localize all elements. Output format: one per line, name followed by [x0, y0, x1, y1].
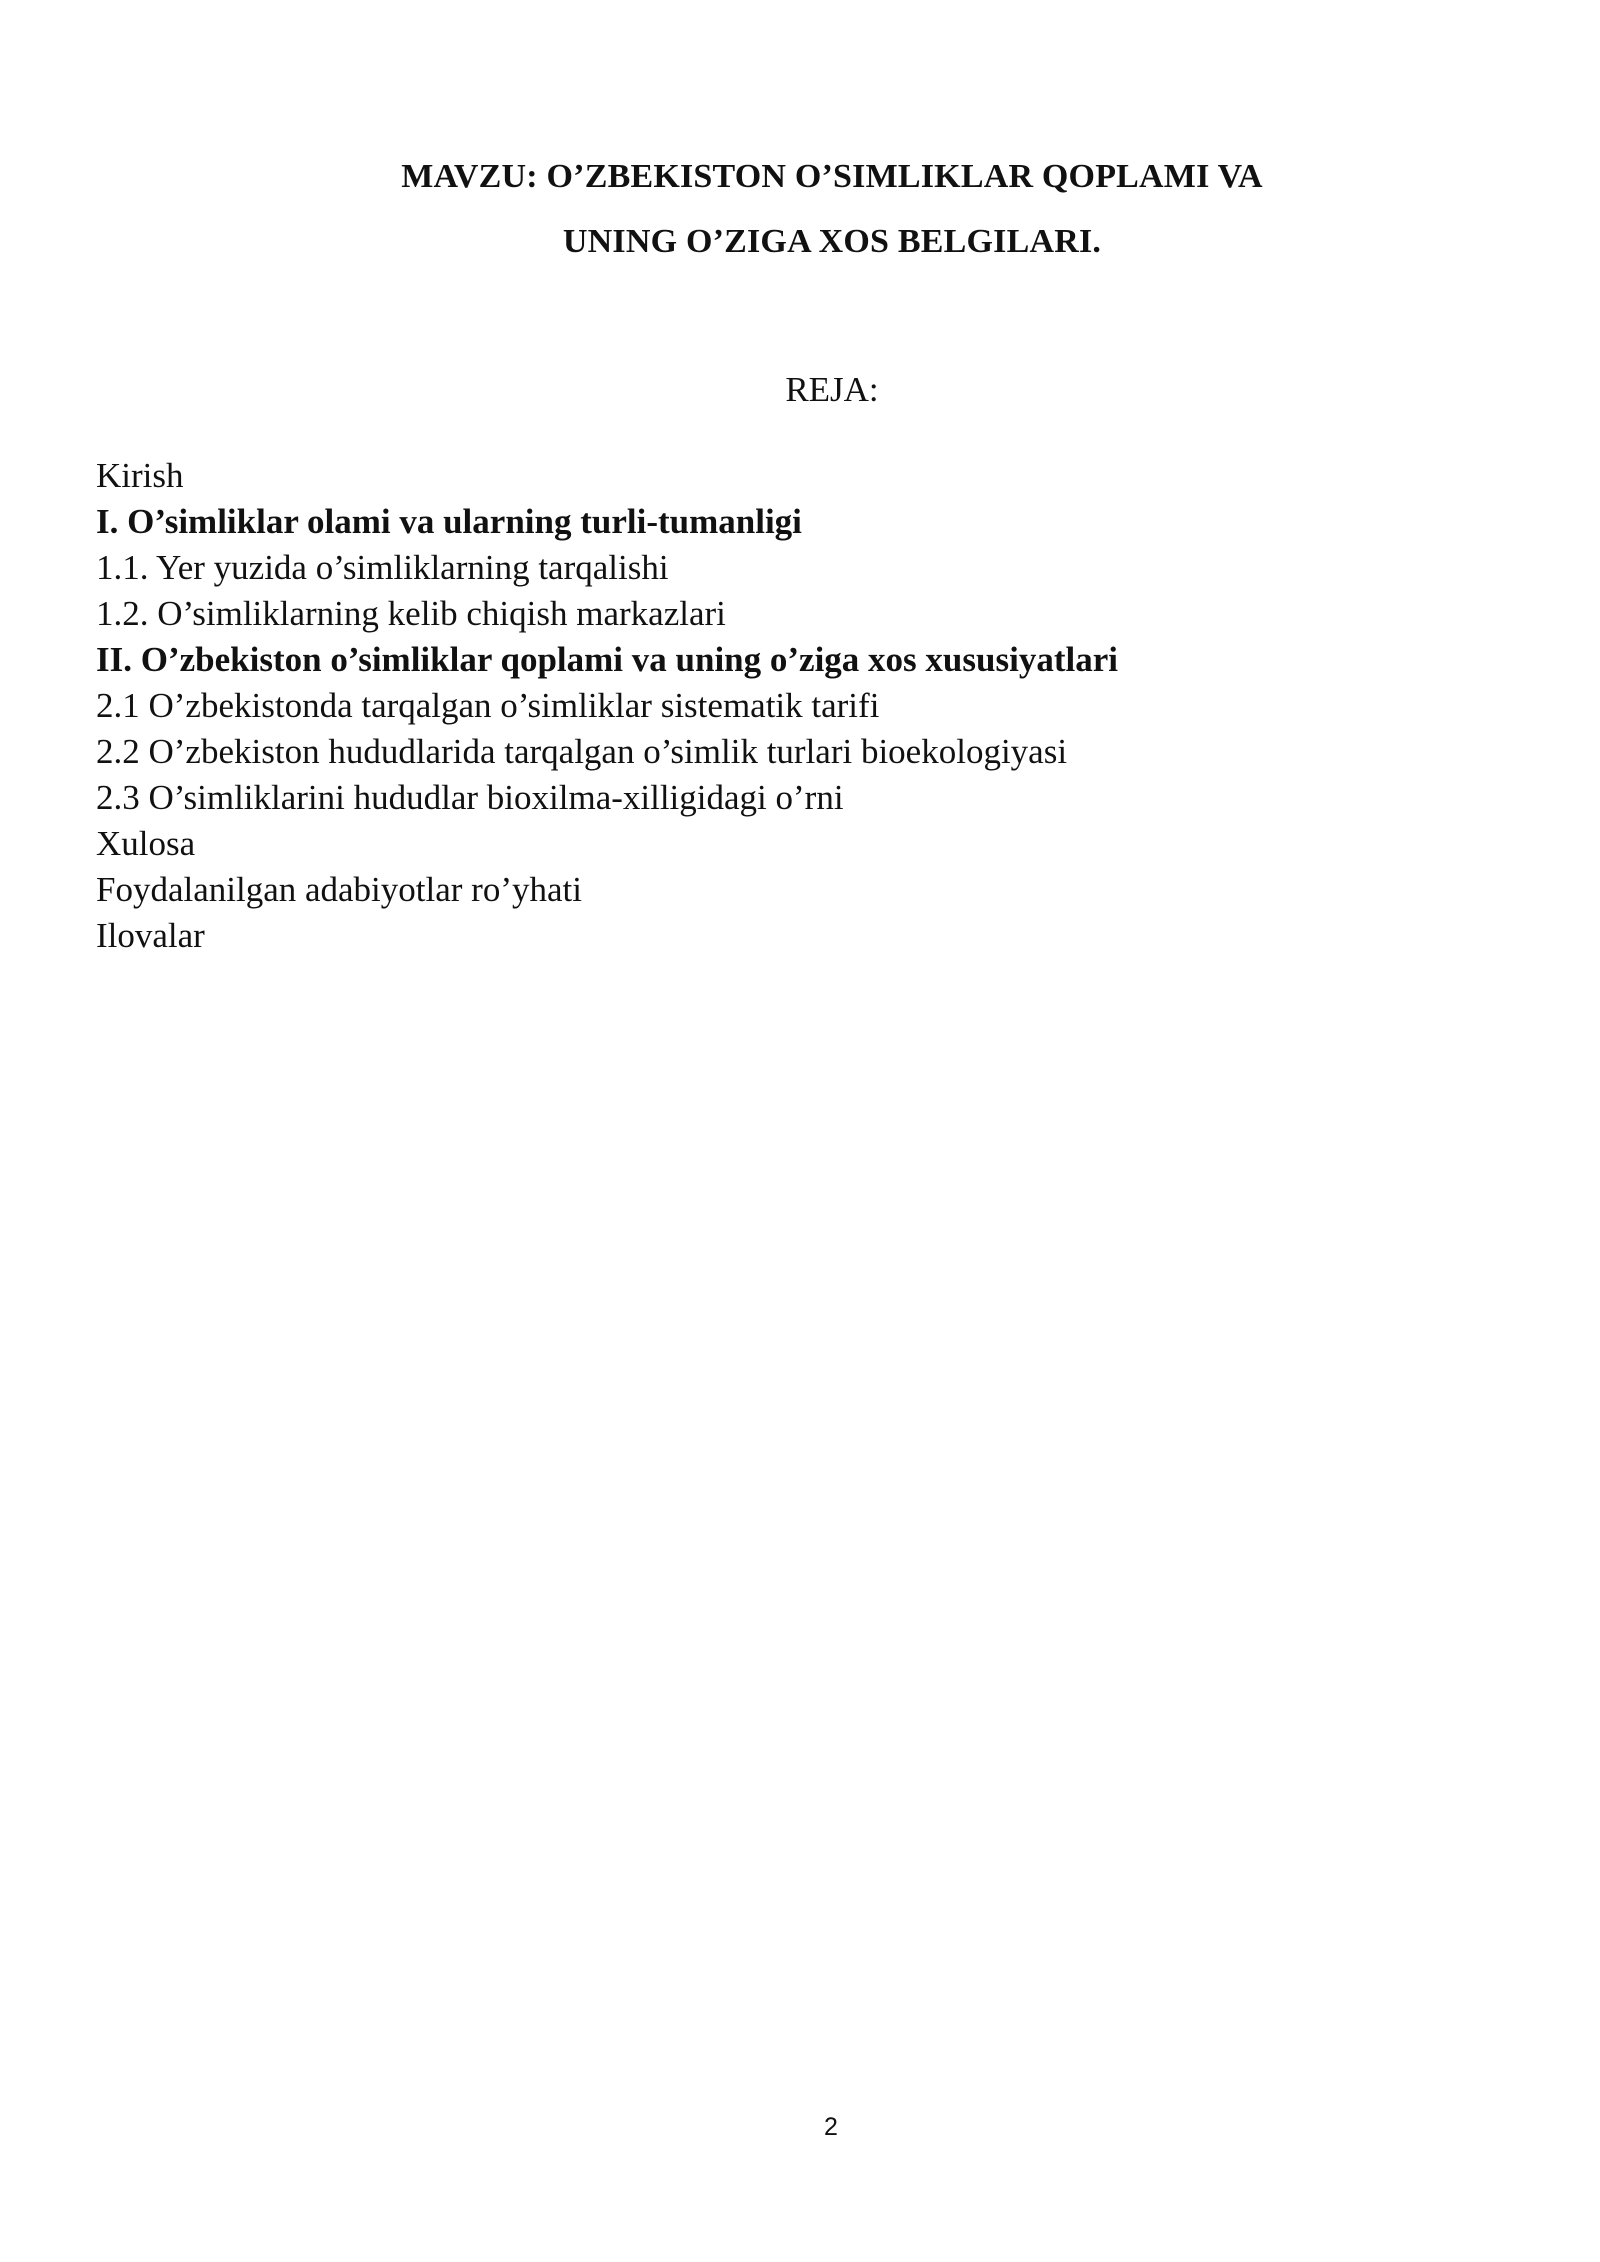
plan-item-section-1-2: 1.2. O’simliklarning kelib chiqish markazlari — [96, 594, 726, 633]
plan-item-section-2-3: 2.3 O’simliklarini hududlar bioxilma-xilligidagi o’rni — [96, 778, 844, 817]
plan-list — [96, 453, 1496, 959]
plan-item-section-1-1: 1.1. Yer yuzida o’simliklarning tarqalishi — [96, 548, 669, 587]
plan-heading: REJA: — [785, 370, 879, 409]
document-title-line-2: UNING O’ZIGA XOS BELGILARI. — [562, 223, 1102, 260]
plan-item-conclusion: Xulosa — [96, 824, 196, 863]
plan-item-references: Foydalanilgan adabiyotlar ro’yhati — [96, 870, 582, 909]
plan-item-appendices: Ilovalar — [96, 916, 205, 955]
document-title-line-1: MAVZU: O’ZBEKISTON O’SIMLIKLAR QOPLAMI VA — [401, 158, 1263, 195]
plan-item-introduction: Kirish — [96, 456, 184, 495]
plan-item-chapter-2: II. O’zbekiston o’simliklar qoplami va uning o’ziga xos xususiyatlari — [96, 640, 1118, 679]
plan-item-section-2-2: 2.2 O’zbekiston hududlarida tarqalgan o’simlik turlari bioekologiyasi — [96, 732, 1068, 771]
plan-item-section-2-1: 2.1 O’zbekistonda tarqalgan o’simliklar sistematik tarifi — [96, 686, 880, 725]
plan-item-chapter-1: I. O’simliklar olami va ularning turli-tumanligi — [96, 502, 802, 541]
page-number: 2 — [824, 2113, 838, 2141]
